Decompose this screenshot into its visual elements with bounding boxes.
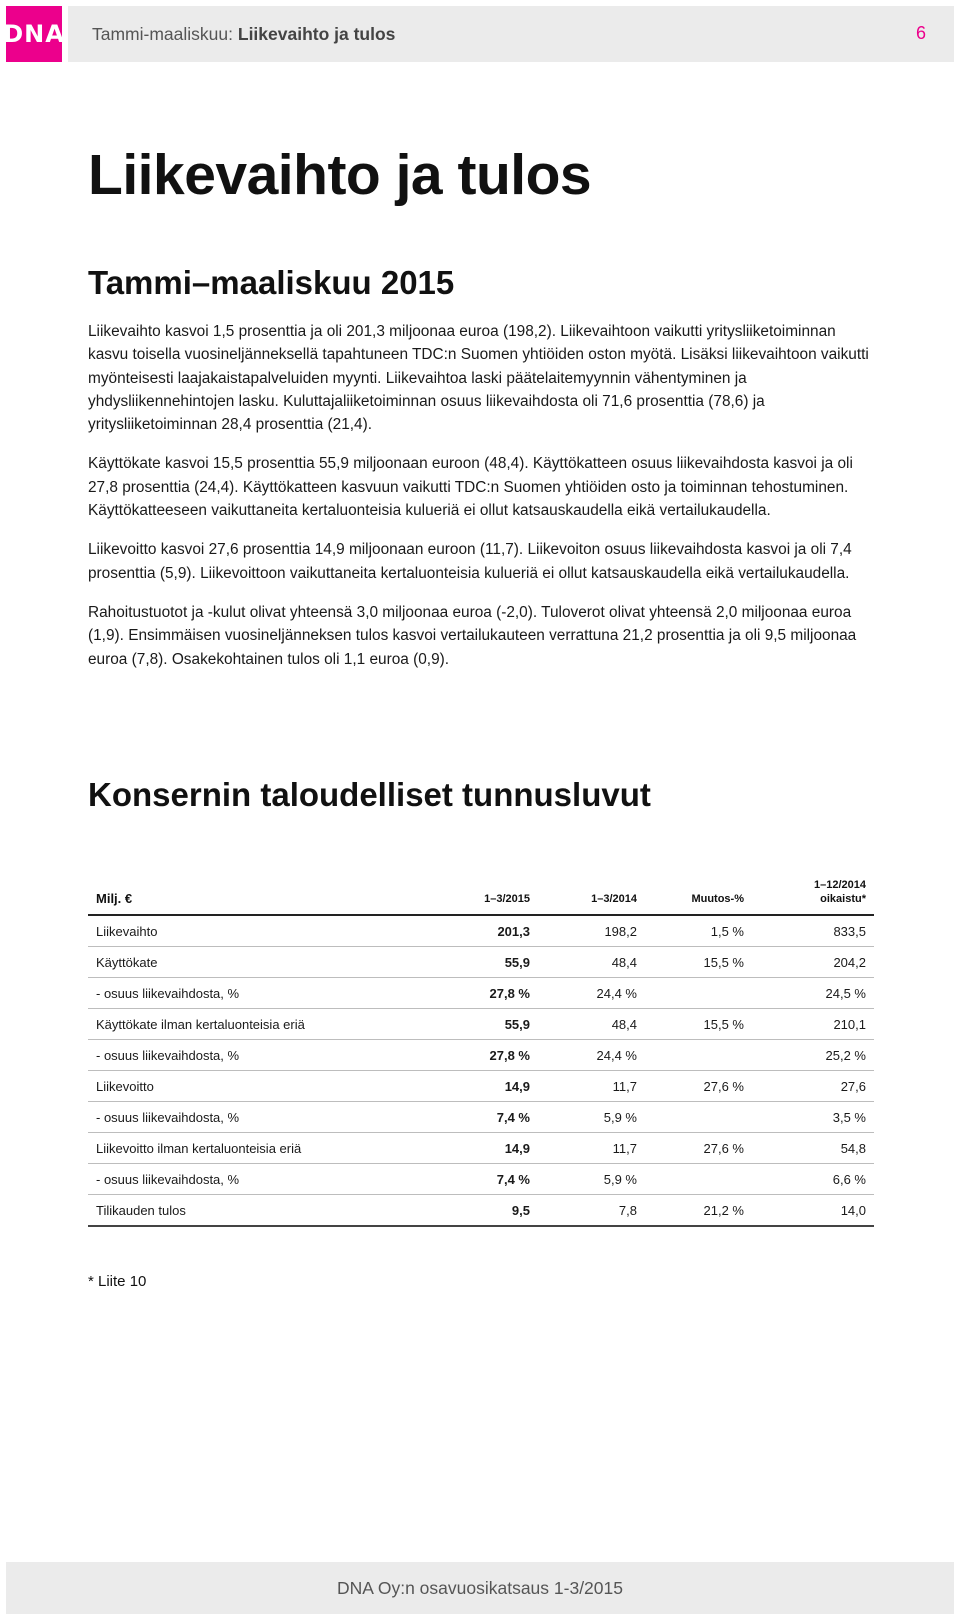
table-row bbox=[88, 1133, 874, 1164]
row-label: Liikevoitto ilman kertaluonteisia eriä bbox=[88, 1133, 388, 1164]
cell-change: 1,5 % bbox=[645, 915, 752, 947]
page-number: 6 bbox=[915, 23, 926, 43]
cell-fy-2014: 833,5 bbox=[752, 915, 874, 947]
cell-q1-2014: 11,7 bbox=[538, 1133, 645, 1164]
dna-logo bbox=[3, 6, 65, 62]
cell-q1-2014: 48,4 bbox=[538, 1009, 645, 1040]
cell-fy-2014: 3,5 % bbox=[752, 1102, 874, 1133]
paragraph-operating-profit: Liikevoitto kasvoi 27,6 prosenttia 14,9 miljoonaan euroon (11,7). Liikevoiton osuus liikevaihdosta kasvoi ja oli 7,4 prosenttia (5,9). Liikevoittoon vaikuttaneita kertaluonteisia kulueriä ei ollut katsauskaudella eikä vertailukaudella. bbox=[88, 541, 852, 582]
cell-q1-2015: 201,3 bbox=[388, 915, 538, 947]
cell-q1-2015: 14,9 bbox=[388, 1133, 538, 1164]
header-title-bar bbox=[68, 6, 954, 62]
column-header-fy-2014-period: 1–12/2014 bbox=[814, 879, 866, 891]
table-row bbox=[88, 1009, 874, 1040]
cell-fy-2014: 27,6 bbox=[752, 1071, 874, 1102]
cell-change bbox=[645, 978, 752, 1009]
page-header bbox=[3, 6, 954, 62]
column-header-fy-2014-adjusted: oikaistu* bbox=[820, 893, 866, 905]
footnote: * Liite 10 bbox=[88, 1273, 147, 1290]
row-label: Tilikauden tulos bbox=[88, 1195, 388, 1227]
cell-q1-2015: 55,9 bbox=[388, 947, 538, 978]
cell-change: 27,6 % bbox=[645, 1133, 752, 1164]
cell-q1-2015: 7,4 % bbox=[388, 1164, 538, 1195]
cell-change: 15,5 % bbox=[645, 1009, 752, 1040]
cell-fy-2014: 204,2 bbox=[752, 947, 874, 978]
cell-fy-2014: 6,6 % bbox=[752, 1164, 874, 1195]
table-row bbox=[88, 1164, 874, 1195]
cell-q1-2015: 9,5 bbox=[388, 1195, 538, 1227]
row-label: - osuus liikevaihdosta, % bbox=[88, 978, 388, 1009]
cell-change: 21,2 % bbox=[645, 1195, 752, 1227]
cell-change bbox=[645, 1164, 752, 1195]
cell-fy-2014: 24,5 % bbox=[752, 978, 874, 1009]
cell-fy-2014: 25,2 % bbox=[752, 1040, 874, 1071]
row-label: Liikevaihto bbox=[88, 915, 388, 947]
header-title-prefix: Tammi-maaliskuu: bbox=[92, 23, 238, 44]
paragraph-financial-items: Rahoitustuotot ja -kulut olivat yhteensä 3,0 miljoonaa euroa (-2,0). Tuloverot olivat yhteensä 2,0 miljoonaa euroa (1,9). Ensimmäisen vuosineljänneksen tulos kasvoi vertailukauteen verrattuna 21,2 prosenttia ja oli 9,5 miljoonaa euroa (7,8). Osakekohtainen tulos oli 1,1 euroa (0,9). bbox=[88, 603, 857, 668]
header-title-main: Liikevaihto ja tulos bbox=[237, 23, 396, 44]
column-header-unit: Milj. € bbox=[88, 878, 388, 915]
cell-q1-2014: 7,8 bbox=[538, 1195, 645, 1227]
cell-q1-2014: 48,4 bbox=[538, 947, 645, 978]
cell-change: 15,5 % bbox=[645, 947, 752, 978]
row-label: - osuus liikevaihdosta, % bbox=[88, 1102, 388, 1133]
cell-q1-2015: 27,8 % bbox=[388, 978, 538, 1009]
table-row bbox=[88, 947, 874, 978]
cell-q1-2015: 7,4 % bbox=[388, 1102, 538, 1133]
body-text bbox=[88, 320, 878, 687]
cell-q1-2014: 5,9 % bbox=[538, 1102, 645, 1133]
table-row bbox=[88, 978, 874, 1009]
footer-text: DNA Oy:n osavuosikatsaus 1-3/2015 bbox=[337, 1577, 623, 1598]
cell-q1-2015: 55,9 bbox=[388, 1009, 538, 1040]
table-row bbox=[88, 1040, 874, 1071]
cell-q1-2014: 5,9 % bbox=[538, 1164, 645, 1195]
cell-change bbox=[645, 1102, 752, 1133]
header-title bbox=[92, 24, 395, 45]
table-header-row bbox=[88, 878, 874, 915]
page-title: Liikevaihto ja tulos bbox=[88, 143, 592, 207]
cell-q1-2014: 11,7 bbox=[538, 1071, 645, 1102]
cell-change: 27,6 % bbox=[645, 1071, 752, 1102]
cell-fy-2014: 54,8 bbox=[752, 1133, 874, 1164]
table-row bbox=[88, 915, 874, 947]
row-label: Käyttökate bbox=[88, 947, 388, 978]
column-header-q1-2015: 1–3/2015 bbox=[388, 878, 538, 915]
paragraph-revenue: Liikevaihto kasvoi 1,5 prosenttia ja oli 201,3 miljoonaa euroa (198,2). Liikevaihtoon vaikutti yritysliiketoiminnan kasvu toisella vuosineljänneksellä tapahtuneen TDC:n Suomen yhtiöiden oston myötä. Lisäksi liikevaihtoon vaikutti myönteisesti laajakaistapalveluiden myynti. Liikevaihtoa laski päätelaitemyynnin vähentyminen ja yhdysliikennehintojen lasku. Kuluttajaliiketoiminnan osuus liikevaihdosta oli 71,6 prosenttia (78,6) ja yritysliiketoiminnan 28,4 prosenttia (21,4). bbox=[88, 323, 869, 434]
cell-q1-2015: 27,8 % bbox=[388, 1040, 538, 1071]
row-label: Käyttökate ilman kertaluonteisia eriä bbox=[88, 1009, 388, 1040]
cell-q1-2014: 24,4 % bbox=[538, 1040, 645, 1071]
table-row bbox=[88, 1102, 874, 1133]
page-footer bbox=[6, 1562, 954, 1614]
cell-q1-2014: 24,4 % bbox=[538, 978, 645, 1009]
cell-q1-2015: 14,9 bbox=[388, 1071, 538, 1102]
key-figures-table bbox=[88, 878, 874, 1227]
row-label: - osuus liikevaihdosta, % bbox=[88, 1040, 388, 1071]
cell-fy-2014: 14,0 bbox=[752, 1195, 874, 1227]
row-label: Liikevoitto bbox=[88, 1071, 388, 1102]
table-row bbox=[88, 1195, 874, 1227]
logo-text: DNA bbox=[3, 20, 65, 48]
row-label: - osuus liikevaihdosta, % bbox=[88, 1164, 388, 1195]
column-header-fy-2014 bbox=[752, 878, 874, 915]
section-heading: Tammi–maaliskuu 2015 bbox=[88, 264, 455, 301]
table-heading: Konsernin taloudelliset tunnusluvut bbox=[88, 776, 651, 813]
cell-change bbox=[645, 1040, 752, 1071]
column-header-q1-2014: 1–3/2014 bbox=[538, 878, 645, 915]
table-row bbox=[88, 1071, 874, 1102]
cell-q1-2014: 198,2 bbox=[538, 915, 645, 947]
cell-fy-2014: 210,1 bbox=[752, 1009, 874, 1040]
paragraph-ebitda: Käyttökate kasvoi 15,5 prosenttia 55,9 miljoonaan euroon (48,4). Käyttökatteen osuus liikevaihdosta kasvoi ja oli 27,8 prosenttia (24,4). Käyttökatteen kasvuun vaikutti TDC:n Suomen yhtiöiden osto ja toiminnan tehostuminen. Käyttökatteeseen vaikuttaneita kertaluonteisia kulueriä ei ollut katsauskaudella eikä vertailukaudella. bbox=[88, 455, 853, 520]
column-header-change: Muutos-% bbox=[645, 878, 752, 915]
